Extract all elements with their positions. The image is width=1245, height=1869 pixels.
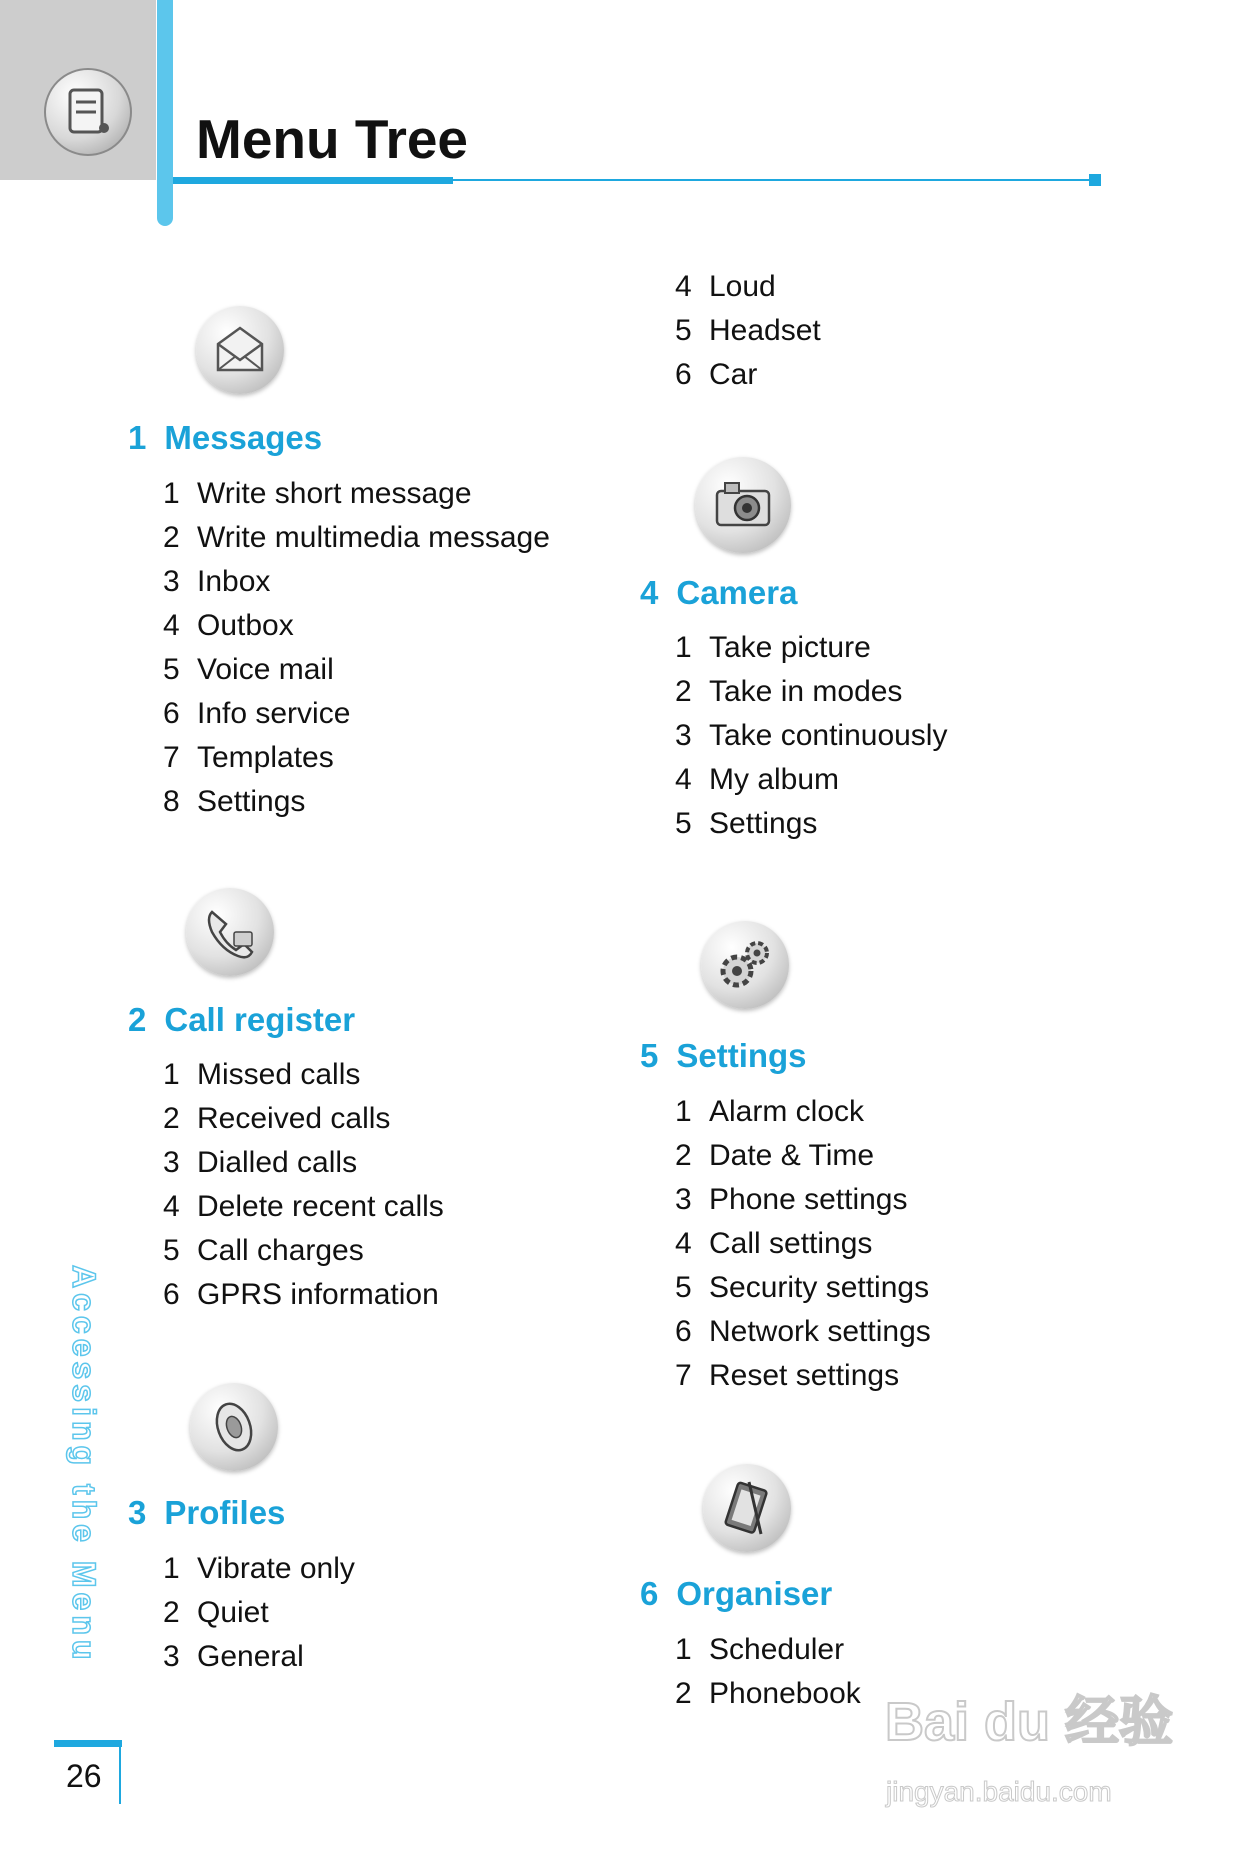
list-item: 6 Info service <box>163 697 351 730</box>
gears-icon <box>701 921 789 1009</box>
section-heading: 6 Organiser <box>640 1575 833 1612</box>
list-item: 3 General <box>163 1640 304 1673</box>
list-item: 2 Quiet <box>163 1596 269 1629</box>
list-item: 4 Outbox <box>163 609 294 642</box>
list-item: 6 Network settings <box>675 1315 931 1348</box>
list-item: 3 Inbox <box>163 565 271 598</box>
list-item: 2 Received calls <box>163 1102 391 1135</box>
header-vertical-bar <box>157 0 173 226</box>
header-rule-thin <box>453 179 1089 181</box>
list-item: 4 Delete recent calls <box>163 1190 444 1223</box>
list-item: 1 Missed calls <box>163 1058 361 1091</box>
submenu-list <box>675 1628 861 1716</box>
list-item: 3 Take continuously <box>675 719 948 752</box>
list-item: 8 Settings <box>163 785 306 818</box>
page-number-rule <box>54 1740 122 1747</box>
list-item: 1 Take picture <box>675 631 871 664</box>
section-heading: 4 Camera <box>640 574 798 611</box>
list-item: 4 Loud <box>675 270 776 303</box>
list-item: 2 Take in modes <box>675 675 903 708</box>
list-item: 2 Write multimedia message <box>163 521 550 554</box>
list-item: 5 Headset <box>675 314 821 347</box>
header-rule-thick <box>173 177 453 184</box>
speaker-icon <box>190 1383 278 1471</box>
submenu-list <box>675 1090 931 1398</box>
section-heading: 2 Call register <box>128 1001 356 1038</box>
phone-handset-icon <box>186 888 274 976</box>
camera-icon <box>695 457 791 553</box>
envelope-icon <box>196 306 284 394</box>
list-item: 4 My album <box>675 763 840 796</box>
side-section-label: Accessing the Menu <box>66 1265 102 1665</box>
submenu-list <box>163 472 550 824</box>
page-number-rule-vertical <box>119 1746 121 1804</box>
submenu-list <box>675 626 947 846</box>
submenu-list <box>163 1053 444 1317</box>
list-item: 1 Write short message <box>163 477 472 510</box>
section-heading: 5 Settings <box>640 1037 807 1074</box>
list-item: 6 Car <box>675 358 758 391</box>
section-heading: 3 Profiles <box>128 1494 286 1531</box>
watermark-logo: Bai du 经验 <box>885 1692 1174 1752</box>
list-item: 5 Voice mail <box>163 653 334 686</box>
header-rule-end <box>1089 174 1101 186</box>
list-item: 4 Call settings <box>675 1227 873 1260</box>
list-item: 2 Phonebook <box>675 1677 861 1710</box>
submenu-list-continued <box>675 265 821 397</box>
list-item: 3 Dialled calls <box>163 1146 358 1179</box>
page-title: Menu Tree <box>196 108 469 170</box>
list-item: 7 Templates <box>163 741 334 774</box>
list-item: 6 GPRS information <box>163 1278 439 1311</box>
list-item: 7 Reset settings <box>675 1359 900 1392</box>
organiser-icon <box>703 1464 791 1552</box>
section-heading: 1 Messages <box>128 419 323 456</box>
list-item: 2 Date & Time <box>675 1139 875 1172</box>
list-item: 5 Settings <box>675 807 818 840</box>
list-item: 1 Scheduler <box>675 1633 845 1666</box>
page-number: 26 <box>66 1758 102 1794</box>
list-item: 5 Security settings <box>675 1271 930 1304</box>
list-item: 3 Phone settings <box>675 1183 908 1216</box>
submenu-list <box>163 1547 355 1679</box>
watermark-url: jingyan.baidu.com <box>886 1776 1112 1807</box>
menu-chapter-icon <box>44 68 132 156</box>
list-item: 5 Call charges <box>163 1234 364 1267</box>
list-item: 1 Vibrate only <box>163 1552 355 1585</box>
list-item: 1 Alarm clock <box>675 1095 865 1128</box>
